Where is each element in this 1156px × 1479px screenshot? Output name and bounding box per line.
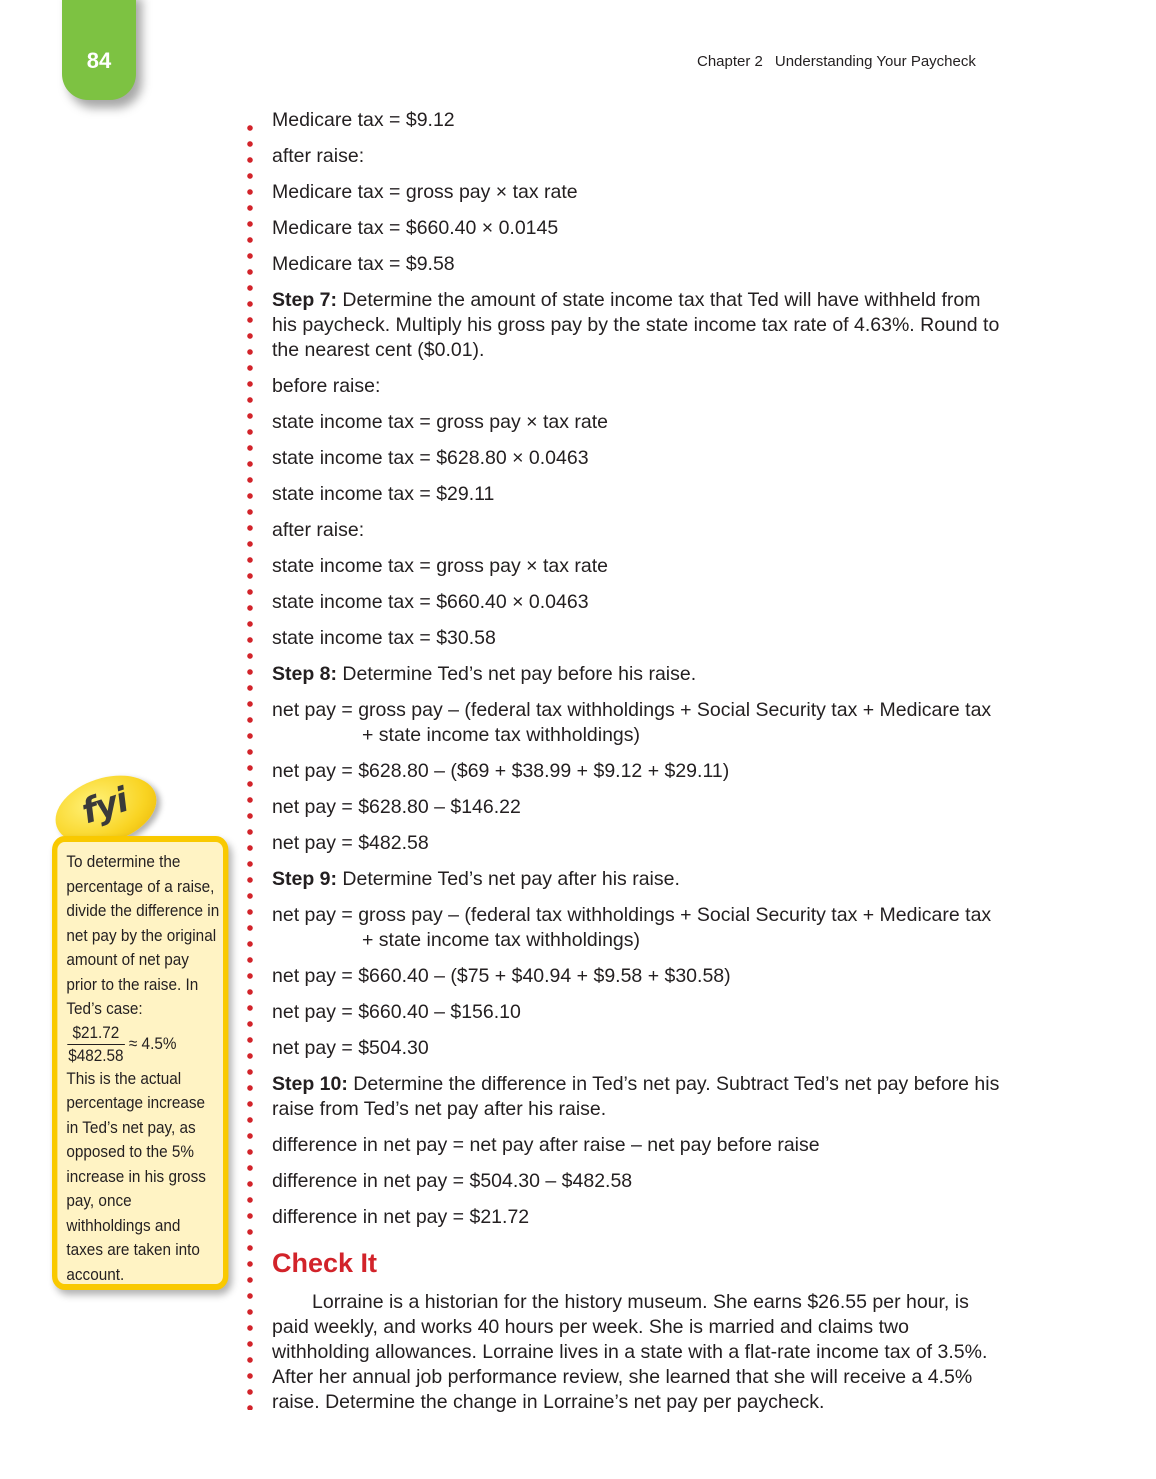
- fyi-sidebar: [52, 836, 228, 1290]
- equation-line: net pay = gross pay – (federal tax withholdings + Social Security tax + Medicare tax + state income tax withholdings): [272, 699, 992, 746]
- equation-line: state income tax = $660.40 × 0.0463: [272, 591, 589, 613]
- fyi-outro: This is the actual percentage increase in Ted’s net pay, as opposed to the 5% increase in his gross pay, once withholdings and taxes are taken into account.: [66, 1068, 206, 1284]
- running-head: [697, 53, 976, 70]
- page-number: 84: [86, 48, 112, 73]
- equation-line: net pay = $628.80 – ($69 + $38.99 + $9.12 + $29.11): [272, 760, 730, 782]
- fraction-result: ≈ 4.5%: [128, 1033, 177, 1053]
- equation-line: state income tax = gross pay × tax rate: [272, 555, 609, 577]
- equation-line: state income tax = $30.58: [272, 627, 496, 649]
- step-label: Step 9:: [272, 868, 338, 890]
- equation-line: state income tax = $628.80 × 0.0463: [272, 447, 589, 469]
- equation-line: Medicare tax = $660.40 × 0.0145: [272, 217, 559, 239]
- equation-line: difference in net pay = net pay after raise – net pay before raise: [272, 1134, 820, 1156]
- equation-line: state income tax = gross pay × tax rate: [272, 411, 609, 433]
- equation-line: after raise:: [272, 519, 365, 541]
- fraction-numerator: $21.72: [67, 1022, 125, 1045]
- step-8: [272, 662, 1002, 687]
- equation-line: difference in net pay = $21.72: [272, 1206, 530, 1228]
- chapter-label: Chapter 2: [697, 53, 763, 70]
- fyi-badge-label: fyi: [76, 780, 133, 833]
- step-7: [272, 288, 1002, 363]
- step-text: Determine the amount of state income tax that Ted will have withheld from his paycheck. Multiply his gross pay by the state income tax rate of 4.63%. Round to the nearest cent ($0.01).: [272, 289, 1000, 361]
- equation-line: state income tax = $29.11: [272, 483, 495, 505]
- equation-line: Medicare tax = gross pay × tax rate: [272, 181, 578, 203]
- step-10: [272, 1072, 1002, 1122]
- page-number-tab: [62, 0, 136, 100]
- equation-line: net pay = $504.30: [272, 1037, 429, 1059]
- equation-line: after raise:: [272, 145, 365, 167]
- fraction: [66, 1022, 125, 1067]
- equation-line: net pay = gross pay – (federal tax withholdings + Social Security tax + Medicare tax + state income tax withholdings): [272, 904, 992, 951]
- fyi-intro: To determine the percentage of a raise, divide the difference in net pay by the original amount of net pay prior to the raise. In Ted’s case:: [66, 852, 220, 1018]
- check-it-paragraph: Lorraine is a historian for the history museum. She earns $26.55 per hour, is paid weekly, and works 40 hours per week. She is married and claims two withholding allowances. Lorraine lives in a state with a flat-rate income tax of 3.5%. After her annual job performance review, she learned that she will receive a 4.5% raise. Determine the change in Lorraine’s net pay per paycheck.: [272, 1291, 988, 1413]
- check-it-heading: Check It: [272, 1248, 378, 1278]
- equation-line: net pay = $660.40 – ($75 + $40.94 + $9.58 + $30.58): [272, 965, 731, 987]
- step-text: Determine Ted’s net pay before his raise.: [337, 663, 697, 685]
- chapter-title: Understanding Your Paycheck: [774, 53, 976, 70]
- equation-line: Medicare tax = $9.12: [272, 109, 455, 131]
- equation-line: before raise:: [272, 375, 381, 397]
- dotted-margin-rule: [246, 120, 254, 1410]
- step-text: Determine Ted’s net pay after his raise.: [337, 868, 680, 890]
- step-label: Step 7:: [272, 289, 338, 311]
- equation-line: difference in net pay = $504.30 – $482.58: [272, 1170, 633, 1192]
- main-content: [272, 108, 1002, 1415]
- fraction-denominator: $482.58: [68, 1045, 124, 1065]
- step-text: Determine the difference in Ted’s net pay. Subtract Ted’s net pay before his raise from Ted’s net pay after his raise.: [272, 1073, 1000, 1120]
- fyi-fraction: [66, 1022, 219, 1067]
- step-9: [272, 867, 1002, 892]
- equation-line: net pay = $628.80 – $146.22: [272, 796, 521, 818]
- equation-line: Medicare tax = $9.58: [272, 253, 455, 275]
- step-label: Step 10:: [272, 1073, 348, 1095]
- equation-line: net pay = $660.40 – $156.10: [272, 1001, 521, 1023]
- equation-line: net pay = $482.58: [272, 832, 429, 854]
- step-label: Step 8:: [272, 663, 338, 685]
